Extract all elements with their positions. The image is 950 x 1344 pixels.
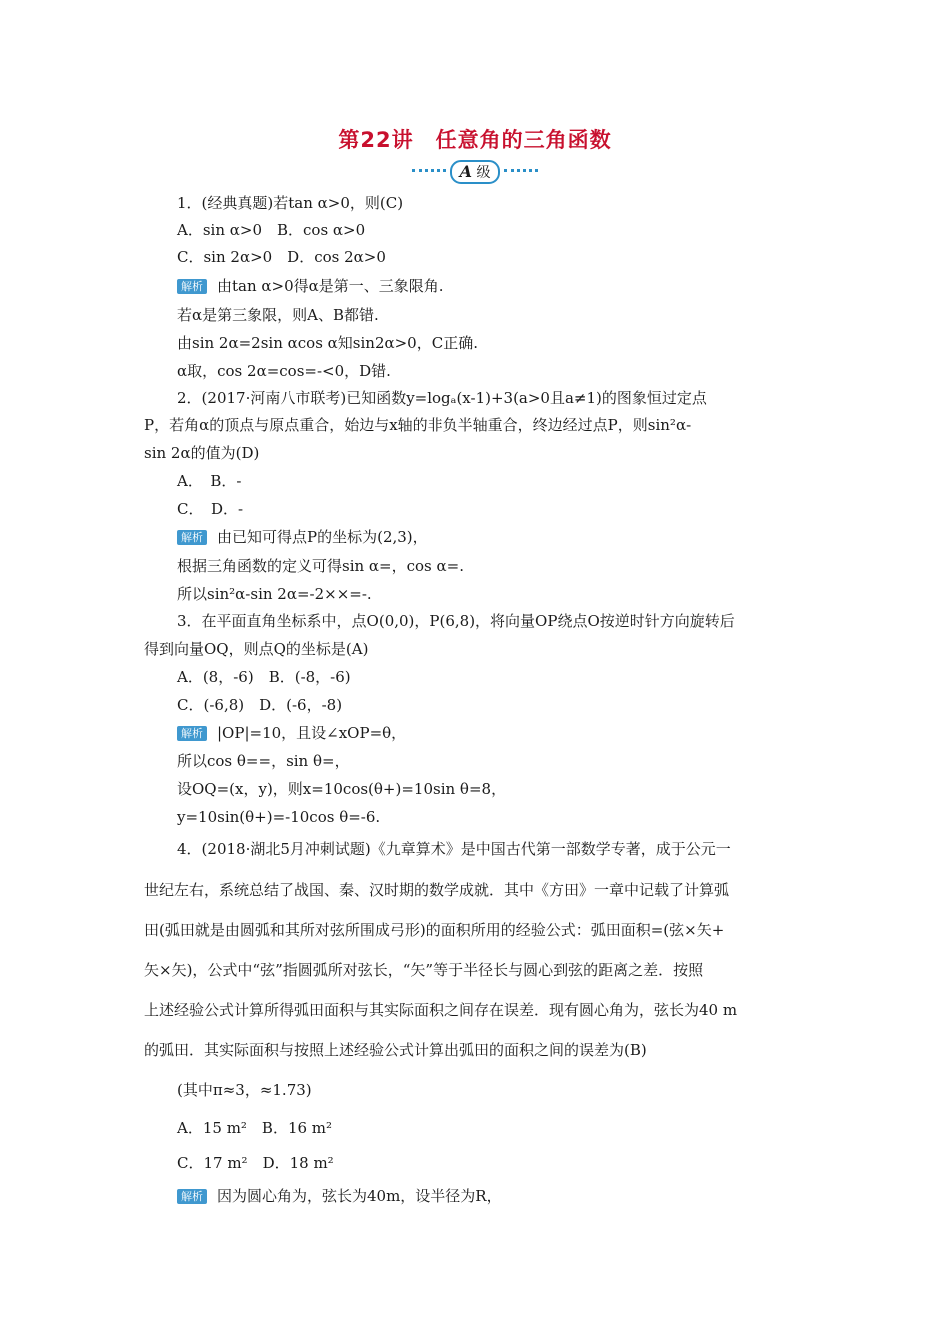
question-4-line-7: (其中π≈3，≈1.73) [177,1081,312,1099]
level-char: 级 [476,165,491,181]
analysis-tag: 解析 [177,530,207,545]
question-2-options-ab: A． B．- [177,472,242,490]
question-4-options-cd: C．17 m² D．18 m² [177,1154,334,1172]
analysis-text: 由tan α>0得α是第一、三象限角. [217,277,444,295]
question-1-analysis-1 [177,276,444,296]
dotted-rule-right [504,169,538,176]
dotted-rule-left [412,169,446,176]
level-label [450,160,501,184]
question-3-analysis-2: 所以cos θ==，sin θ=， [177,752,350,770]
analysis-tag: 解析 [177,279,207,294]
question-4-line-5: 上述经验公式计算所得弧田面积与其实际面积之间存在误差．现有圆心角为，弦长为40 m [144,1001,738,1019]
lecture-number: 第22讲 [338,128,414,152]
question-4-line-1: 4．(2018·湖北5月冲刺试题)《九章算术》是中国古代第一部数学专著，成于公元一 [177,840,731,858]
question-3-options-ab: A．(8，-6) B．(-8，-6) [177,668,351,686]
question-1-analysis-4: α取，cos 2α=cos=-<0，D错. [177,362,391,380]
analysis-text: 因为圆心角为，弦长为40m，设半径为R， [217,1187,502,1205]
question-4-line-2: 世纪左右，系统总结了战国、秦、汉时期的数学成就．其中《方田》一章中记载了计算弧 [144,881,730,899]
question-2-line-2: P，若角α的顶点与原点重合，始边与x轴的非负半轴重合，终边经过点P，则sin²α- [144,416,692,434]
lecture-title: 任意角的三角函数 [435,128,612,152]
question-2-options-cd: C． D．- [177,500,244,518]
analysis-tag: 解析 [177,1189,207,1204]
question-4-line-4: 矢×矢)，公式中“弦”指圆弧所对弦长，“矢”等于半径长与圆心到弦的距离之差．按照 [144,961,704,979]
question-1: 1．(经典真题)若tan α>0，则(C) [177,194,404,212]
question-4-options-ab: A．15 m² B．16 m² [177,1119,333,1137]
question-3-analysis-4: y=10sin(θ+)=-10cos θ=-6. [177,808,381,826]
page-title [0,124,950,154]
question-4-line-6: 的弧田．其实际面积与按照上述经验公式计算出弧田的面积之间的误差为(B) [144,1041,647,1059]
question-1-analysis-2: 若α是第三象限，则A、B都错. [177,306,379,324]
analysis-tag: 解析 [177,726,207,741]
question-3-line-2: 得到向量OQ，则点Q的坐标是(A) [144,640,369,658]
level-letter: A [459,162,472,181]
question-2-line-1: 2．(2017·河南八市联考)已知函数y=logₐ(x-1)+3(a>0且a≠1)的图象恒过定点 [177,389,707,407]
question-4-analysis-1 [177,1186,502,1206]
question-4-line-3: 田(弧田就是由圆弧和其所对弦所围成弓形)的面积所用的经验公式：弧田面积=(弦×矢+ [144,921,725,939]
question-2-analysis-1 [177,527,428,547]
analysis-text: |OP|=10，且设∠xOP=θ， [217,724,407,742]
question-1-analysis-3: 由sin 2α=2sin αcos α知sin2α>0，C正确. [177,334,478,352]
question-3-options-cd: C．(-6,8) D．(-6，-8) [177,696,343,714]
question-2-analysis-3: 所以sin²α-sin 2α=-2××=-. [177,585,372,603]
question-3-analysis-1 [177,723,406,743]
question-1-options-cd: C．sin 2α>0 D．cos 2α>0 [177,248,386,266]
question-3-analysis-3: 设OQ=(x，y)，则x=10cos(θ+)=10sin θ=8， [177,780,507,798]
level-badge [0,160,950,186]
question-3-line-1: 3．在平面直角坐标系中，点O(0,0)，P(6,8)，将向量OP绕点O按逆时针方向旋转后 [177,612,735,630]
question-1-options-ab: A．sin α>0 B．cos α>0 [177,221,366,239]
question-2-analysis-2: 根据三角函数的定义可得sin α=，cos α=. [177,557,464,575]
question-2-line-3: sin 2α的值为(D) [144,444,260,462]
analysis-text: 由已知可得点P的坐标为(2,3)， [217,528,428,546]
